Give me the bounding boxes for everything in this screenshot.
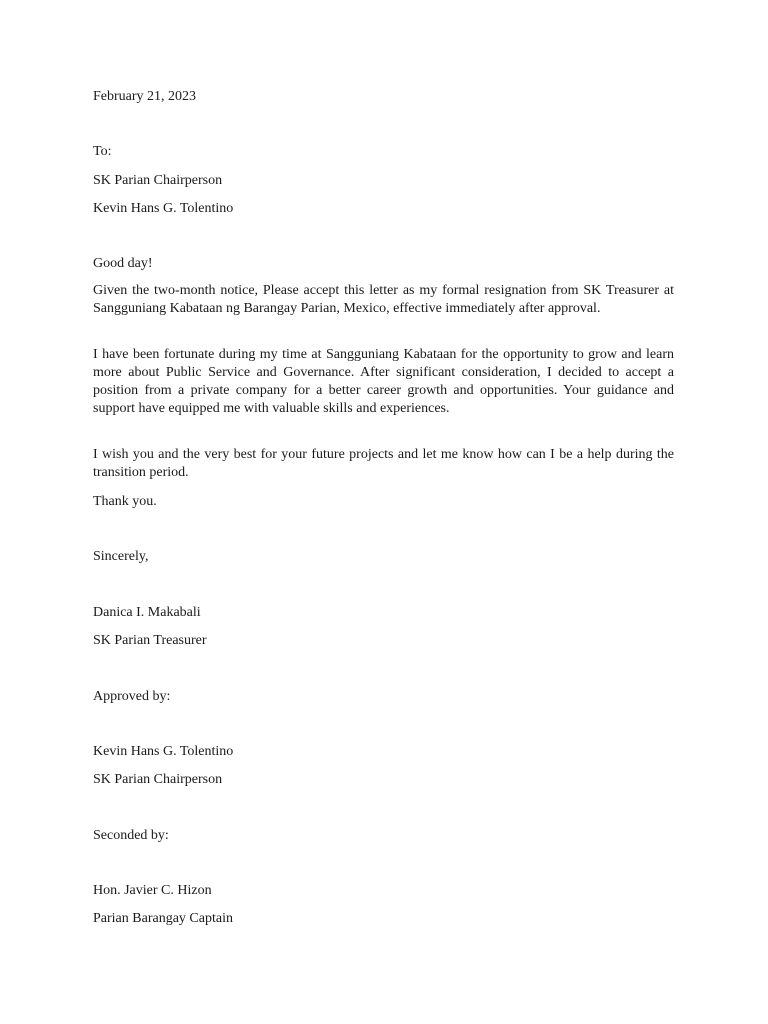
approver-name: Kevin Hans G. Tolentino	[93, 744, 234, 759]
closing: Sincerely,	[93, 549, 149, 564]
recipient-name: Kevin Hans G. Tolentino	[93, 201, 234, 216]
approver-title: SK Parian Chairperson	[93, 772, 223, 787]
recipient-to-label: To:	[93, 144, 112, 159]
body-paragraph-1: Given the two-month notice, Please accept this letter as my formal resignation from SK Treasurer at Sangguniang Kabataan ng Barangay Parian, Mexico, effective immediately after approval.	[93, 283, 674, 316]
sender-title: SK Parian Treasurer	[93, 633, 207, 648]
body-paragraph-3: I wish you and the very best for your future projects and let me know how can I be a help during the transition period.	[93, 447, 674, 480]
sender-name: Danica I. Makabali	[93, 605, 201, 620]
body-paragraph-4: Thank you.	[93, 494, 157, 509]
seconded-by-label: Seconded by:	[93, 828, 169, 843]
body-paragraph-2: I have been fortunate during my time at Sangguniang Kabataan for the opportunity to grow and learn more about Public Service and Governance. After significant consideration, I decided to accept a position from a private company for a better career growth and opportunities. Your guidance and support have equipped me with valuable skills and experiences.	[93, 347, 674, 416]
greeting: Good day!	[93, 256, 153, 271]
seconder-name: Hon. Javier C. Hizon	[93, 883, 212, 898]
recipient-title: SK Parian Chairperson	[93, 173, 223, 188]
seconder-title: Parian Barangay Captain	[93, 911, 233, 926]
approved-by-label: Approved by:	[93, 689, 171, 704]
letter-date: February 21, 2023	[93, 89, 197, 104]
